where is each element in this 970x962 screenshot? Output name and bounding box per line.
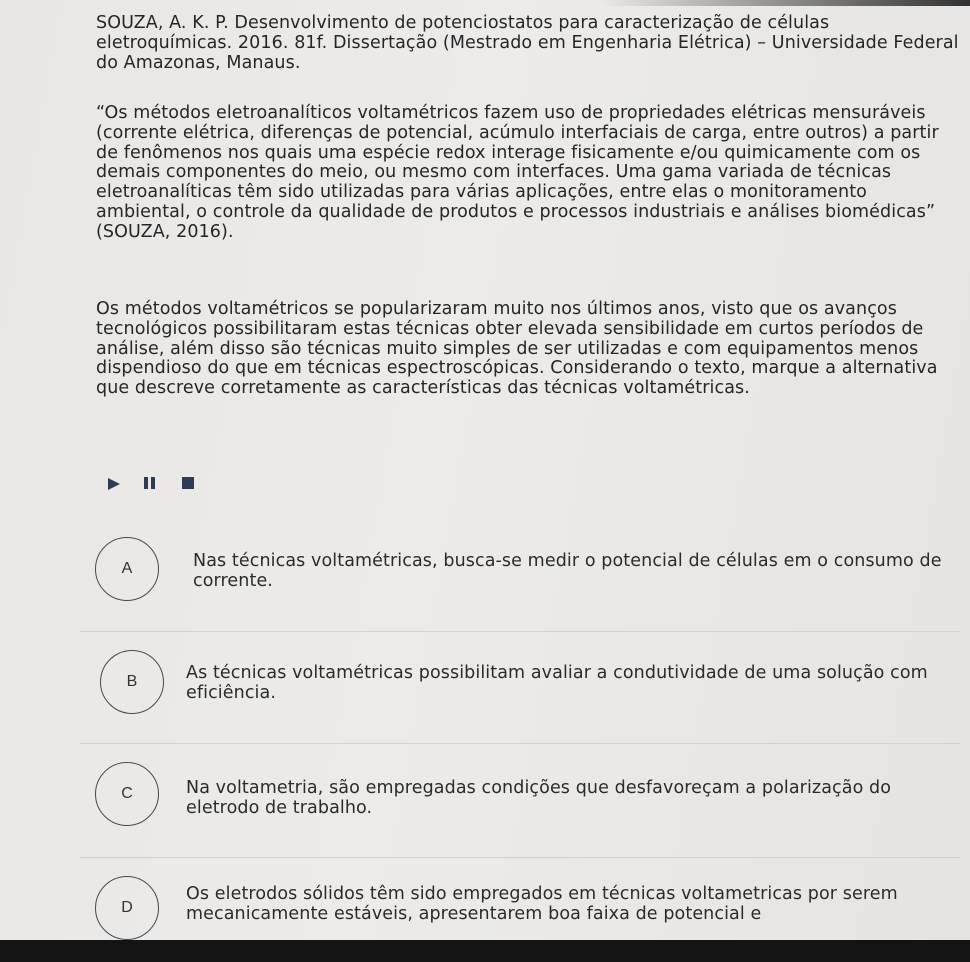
option-b-radio[interactable]: B xyxy=(100,650,164,714)
audio-controls xyxy=(100,474,220,494)
option-a-text[interactable]: Nas técnicas voltamétricas, busca-se medir o potencial de células em o consumo de corrente. xyxy=(193,551,942,591)
play-icon[interactable] xyxy=(108,478,120,490)
option-b-text[interactable]: As técnicas voltamétricas possibilitam avaliar a condutividade de uma solução com eficiência. xyxy=(186,663,928,703)
pause-icon[interactable] xyxy=(144,477,156,489)
option-c-text[interactable]: Na voltametria, são empregadas condições que desfavoreçam a polarização do eletrodo de trabalho. xyxy=(186,778,892,818)
citation-text: SOUZA, A. K. P. Desenvolvimento de potenciostatos para caracterização de células eletroquímicas. 2016. 81f. Dissertação (Mestrado em Engenharia Elétrica) – Universidade Federal do Amazonas, Manaus. xyxy=(96,13,959,73)
option-d-radio[interactable]: D xyxy=(95,876,159,940)
quote-text: “Os métodos eletroanalíticos voltamétricos fazem uso de propriedades elétricas mensuráveis (corrente elétrica, diferenças de potencial, acúmulo interfaciais de carga, entre outros) a partir de fenômenos nos quais uma espécie redox interage fisicamente e/ou quimicamente com os demais componentes do meio, ou mesmo com interfaces. Uma gama variada de técnicas eletroanalíticas têm sido utilizadas para várias aplicações, entre elas o monitoramento ambiental, o controle da qualidade de produtos e processos industriais e análises biomédicas” (SOUZA, 2016). xyxy=(96,103,939,242)
option-a-radio[interactable]: A xyxy=(95,537,159,601)
screen-edge-shadow xyxy=(600,0,970,6)
monitor-bezel xyxy=(0,940,970,962)
option-d-text[interactable]: Os eletrodos sólidos têm sido empregados em técnicas voltametricas por serem mecanicamente estáveis, apresentarem boa faixa de potencial e xyxy=(186,884,898,924)
divider xyxy=(80,631,960,632)
option-c-radio[interactable]: C xyxy=(95,762,159,826)
divider xyxy=(80,857,960,858)
question-statement: Os métodos voltamétricos se popularizaram muito nos últimos anos, visto que os avanços tecnológicos possibilitaram estas técnicas obter elevada sensibilidade em curtos períodos de análise, além disso são técnicas muito simples de ser utilizadas e com equipamentos menos dispendioso do que em técnicas espectroscópicas. Considerando o texto, marque a alternativa que descreve corretamente as características das técnicas voltamétricas. xyxy=(96,299,938,399)
divider xyxy=(80,743,960,744)
stop-icon[interactable] xyxy=(182,477,194,489)
